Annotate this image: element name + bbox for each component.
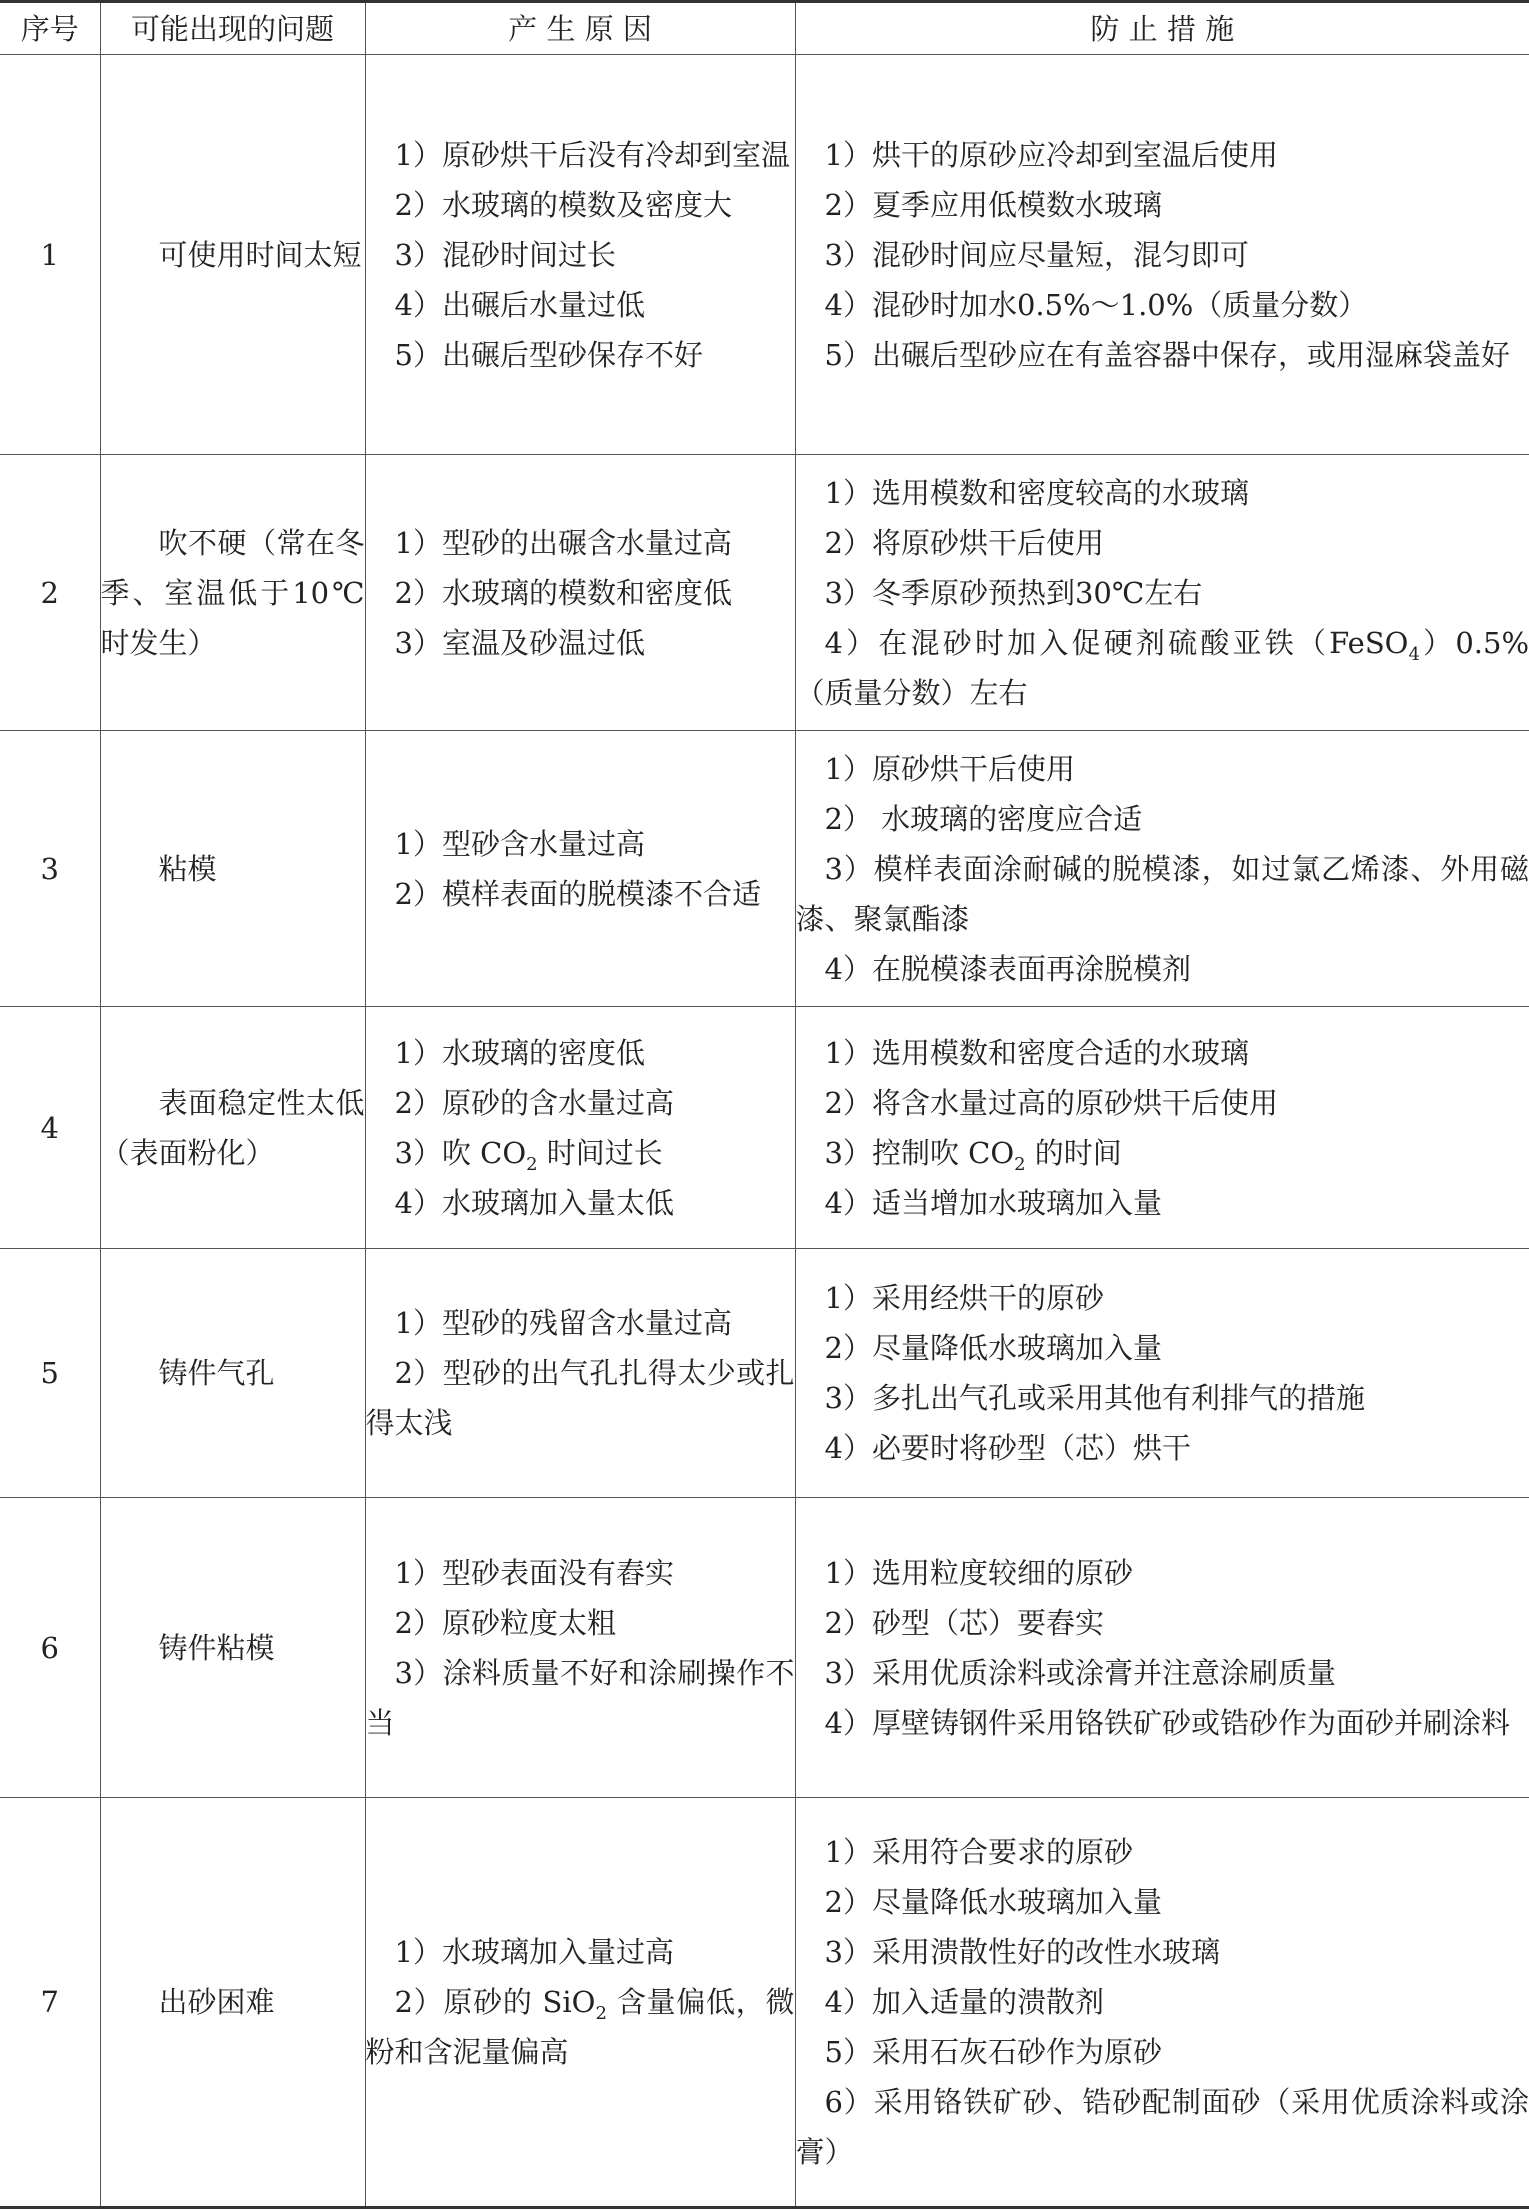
cause-line: 1）水玻璃加入量过高	[366, 1927, 795, 1977]
measure-line: 2）尽量降低水玻璃加入量	[796, 1877, 1529, 1927]
row-number: 1	[0, 55, 100, 455]
cause-line: 2）原砂的含水量过高	[366, 1078, 795, 1128]
cause-text: 3）吹 CO	[395, 1136, 527, 1170]
measure-line	[796, 1128, 1529, 1178]
measure-line: 1）采用经烘干的原砂	[796, 1273, 1529, 1323]
header-serial-number: 序号	[0, 2, 100, 55]
measure-line: 4）混砂时加水0.5%～1.0%（质量分数）	[796, 280, 1529, 330]
table-row	[0, 1798, 1529, 2208]
cause-cell	[365, 731, 795, 1007]
problem-cell: 可使用时间太短	[100, 55, 365, 455]
cause-cell	[365, 1007, 795, 1249]
measure-cell	[795, 731, 1529, 1007]
row-number: 4	[0, 1007, 100, 1249]
measure-text: ）0.5%（质量分数）左右	[796, 626, 1529, 710]
table-row	[0, 1249, 1529, 1498]
measure-line: 2）将原砂烘干后使用	[796, 518, 1529, 568]
cause-cell	[365, 1798, 795, 2208]
row-number: 6	[0, 1498, 100, 1798]
cause-line: 2）型砂的出气孔扎得太少或扎得太浅	[366, 1348, 795, 1448]
row-number: 7	[0, 1798, 100, 2208]
cause-line: 5）出碾后型砂保存不好	[366, 330, 795, 380]
measure-line: 4）适当增加水玻璃加入量	[796, 1178, 1529, 1228]
header-cause: 产 生 原 因	[365, 2, 795, 55]
measure-text: 3）控制吹 CO	[825, 1136, 1015, 1170]
table-row	[0, 1498, 1529, 1798]
measure-line: 2）砂型（芯）要舂实	[796, 1598, 1529, 1648]
row-number: 2	[0, 455, 100, 731]
cause-cell	[365, 1249, 795, 1498]
cause-line: 3）混砂时间过长	[366, 230, 795, 280]
cause-line: 1）原砂烘干后没有冷却到室温	[366, 130, 795, 180]
problem-cell: 表面稳定性太低（表面粉化）	[100, 1007, 365, 1249]
measure-line: 1）烘干的原砂应冷却到室温后使用	[796, 130, 1529, 180]
table-header-row	[0, 2, 1529, 55]
measure-line: 1）原砂烘干后使用	[796, 744, 1529, 794]
row-number: 5	[0, 1249, 100, 1498]
measure-cell	[795, 1249, 1529, 1498]
subscript: 4	[1408, 643, 1419, 664]
problem-cell: 铸件粘模	[100, 1498, 365, 1798]
cause-line: 1）水玻璃的密度低	[366, 1028, 795, 1078]
cause-line: 4）水玻璃加入量太低	[366, 1178, 795, 1228]
measure-line: 1）选用模数和密度较高的水玻璃	[796, 468, 1529, 518]
cause-line: 2）原砂粒度太粗	[366, 1598, 795, 1648]
cause-cell	[365, 55, 795, 455]
subscript: 2	[526, 1153, 537, 1174]
cause-line: 2）模样表面的脱模漆不合适	[366, 869, 795, 919]
table-row	[0, 731, 1529, 1007]
measure-line: 3）采用优质涂料或涂膏并注意涂刷质量	[796, 1648, 1529, 1698]
cause-text: 时间过长	[538, 1136, 663, 1170]
measure-line: 4）在脱模漆表面再涂脱模剂	[796, 944, 1529, 994]
measure-line: 3）冬季原砂预热到30℃左右	[796, 568, 1529, 618]
problem-cell: 铸件气孔	[100, 1249, 365, 1498]
measure-line: 4）必要时将砂型（芯）烘干	[796, 1423, 1529, 1473]
cause-line	[366, 1977, 795, 2077]
measure-line: 1）选用模数和密度合适的水玻璃	[796, 1028, 1529, 1078]
measure-line: 5）出碾后型砂应在有盖容器中保存，或用湿麻袋盖好	[796, 330, 1529, 380]
measure-line: 4）加入适量的溃散剂	[796, 1977, 1529, 2027]
measure-cell	[795, 1498, 1529, 1798]
cause-text: 2）原砂的 SiO	[395, 1985, 596, 2019]
measure-line: 1）采用符合要求的原砂	[796, 1827, 1529, 1877]
measure-line: 2） 水玻璃的密度应合适	[796, 794, 1529, 844]
cause-line: 3）室温及砂温过低	[366, 618, 795, 668]
table-row	[0, 1007, 1529, 1249]
measure-line: 5）采用石灰石砂作为原砂	[796, 2027, 1529, 2077]
measure-cell	[795, 55, 1529, 455]
problem-cell: 吹不硬（常在冬季、室温低于10℃时发生）	[100, 455, 365, 731]
measure-text: 的时间	[1026, 1136, 1122, 1170]
cause-line: 2）水玻璃的模数及密度大	[366, 180, 795, 230]
cause-cell	[365, 455, 795, 731]
measure-cell	[795, 1007, 1529, 1249]
header-possible-problem: 可能出现的问题	[100, 2, 365, 55]
measure-text: 4）在混砂时加入促硬剂硫酸亚铁（FeSO	[825, 626, 1409, 660]
measure-line: 3）混砂时间应尽量短，混匀即可	[796, 230, 1529, 280]
cause-line: 1）型砂表面没有舂实	[366, 1548, 795, 1598]
problem-cell: 粘模	[100, 731, 365, 1007]
measure-line: 3）采用溃散性好的改性水玻璃	[796, 1927, 1529, 1977]
measure-line: 1）选用粒度较细的原砂	[796, 1548, 1529, 1598]
cause-line: 3）涂料质量不好和涂刷操作不当	[366, 1648, 795, 1748]
subscript: 2	[1014, 1153, 1025, 1174]
cause-line: 4）出碾后水量过低	[366, 280, 795, 330]
cause-line: 1）型砂的残留含水量过高	[366, 1298, 795, 1348]
measure-cell	[795, 1798, 1529, 2208]
measure-line: 3）多扎出气孔或采用其他有利排气的措施	[796, 1373, 1529, 1423]
cause-cell	[365, 1498, 795, 1798]
problem-cell: 出砂困难	[100, 1798, 365, 2208]
table-row	[0, 55, 1529, 455]
table-row	[0, 455, 1529, 731]
measure-line: 4）厚壁铸钢件采用铬铁矿砂或锆砂作为面砂并刷涂料	[796, 1698, 1529, 1748]
cause-line: 1）型砂含水量过高	[366, 819, 795, 869]
cause-text: 含量偏低，微粉和含泥量偏高	[366, 1985, 795, 2069]
cause-line	[366, 1128, 795, 1178]
measure-line: 3）模样表面涂耐碱的脱模漆，如过氯乙烯漆、外用磁漆、聚氯酯漆	[796, 844, 1529, 944]
subscript: 2	[595, 2003, 606, 2024]
cause-line: 2）水玻璃的模数和密度低	[366, 568, 795, 618]
measure-line: 2）夏季应用低模数水玻璃	[796, 180, 1529, 230]
measure-line: 2）将含水量过高的原砂烘干后使用	[796, 1078, 1529, 1128]
measure-line: 2）尽量降低水玻璃加入量	[796, 1323, 1529, 1373]
measure-line: 6）采用铬铁矿砂、锆砂配制面砂（采用优质涂料或涂膏）	[796, 2077, 1529, 2177]
header-prevention: 防 止 措 施	[795, 2, 1529, 55]
measure-cell	[795, 455, 1529, 731]
measure-line	[796, 618, 1529, 718]
cause-line: 1）型砂的出碾含水量过高	[366, 518, 795, 568]
row-number: 3	[0, 731, 100, 1007]
